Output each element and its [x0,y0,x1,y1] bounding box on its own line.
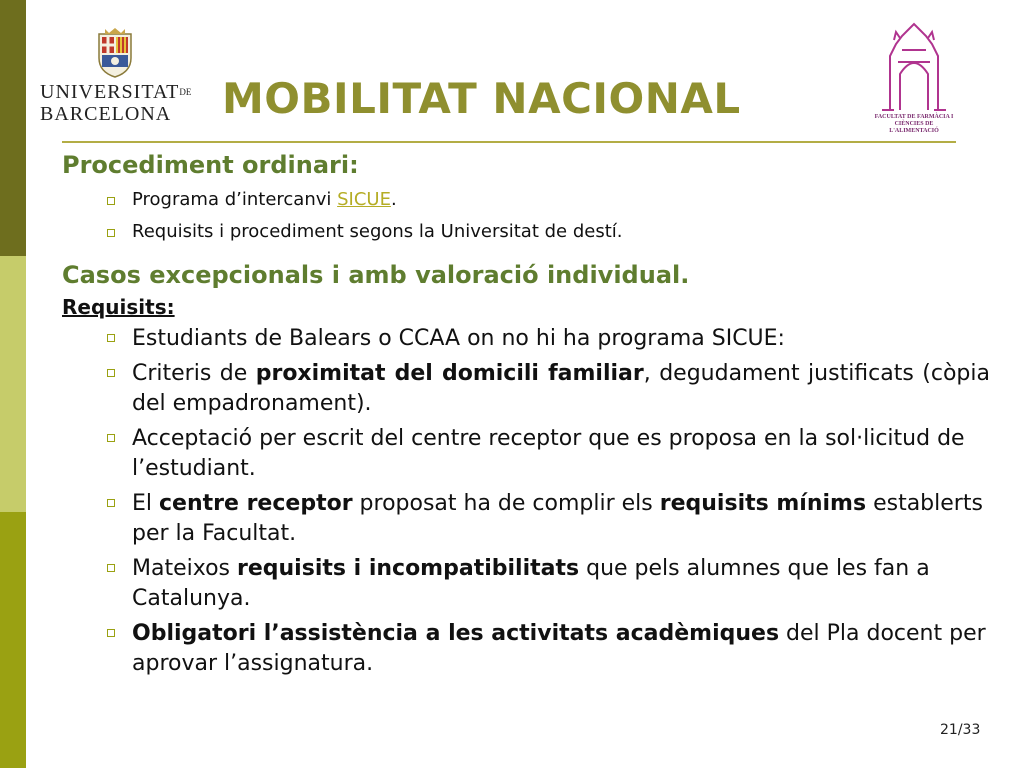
requirements-list [62,324,990,679]
list-item: Obligatori l’assistència a les activitats acadèmiques del Pla docent per aprovar l’assignatura. [62,619,990,679]
square-bullet-icon [107,564,115,572]
square-bullet-icon [107,434,115,442]
slide-title: MOBILITAT NACIONAL [222,74,741,123]
list-item: Acceptació per escrit del centre receptor que es proposa en la sol·licitud de l’estudiant. [62,424,990,484]
square-bullet-icon [107,229,115,237]
page-number: 21/33 [940,722,981,738]
requisits-label: Requisits: [62,295,175,319]
faculty-logo [872,22,956,142]
sidebar-stripe-bottom [0,512,26,768]
university-name-line1: UNIVERSITAT [40,81,180,103]
title-divider [62,141,956,143]
list-item: Mateixos requisits i incompatibilitats que pels alumnes que les fan a Catalunya. [62,554,990,614]
square-bullet-icon [107,499,115,507]
list-item: El centre receptor proposat ha de complir els requisits mínims establerts per la Facultat. [62,489,990,549]
list-item: Estudiants de Balears o CCAA on no hi ha programa SICUE: [62,324,990,354]
university-wordmark [40,81,190,125]
faculty-arch-icon [872,22,956,114]
list-item: Criteris de proximitat del domicili familiar, degudament justificats (còpia del empadronament). [62,359,990,419]
slide-content [62,148,990,684]
list-item: Programa d’intercanvi SICUE. [62,184,990,216]
square-bullet-icon [107,197,115,205]
section-heading-exceptional: Casos excepcionals i amb valoració individual. [62,261,690,289]
square-bullet-icon [107,629,115,637]
square-bullet-icon [107,334,115,342]
university-logo [40,26,190,130]
ordinary-procedure-list [62,184,990,248]
sidebar-stripe-middle [0,256,26,512]
square-bullet-icon [107,369,115,377]
sidebar-stripe-top [0,0,26,256]
university-shield-icon [95,26,135,78]
university-name-line2: BARCELONA [40,103,172,125]
sicue-link[interactable]: SICUE [337,189,391,210]
university-name-de: DE [179,87,192,97]
section-heading-ordinary: Procediment ordinari: [62,151,359,179]
list-item: Requisits i procediment segons la Universitat de destí. [62,216,990,248]
faculty-logo-text: FACULTAT DE FARMÀCIA I CIÈNCIES DE L'ALIMENTACIÓ [874,114,954,134]
